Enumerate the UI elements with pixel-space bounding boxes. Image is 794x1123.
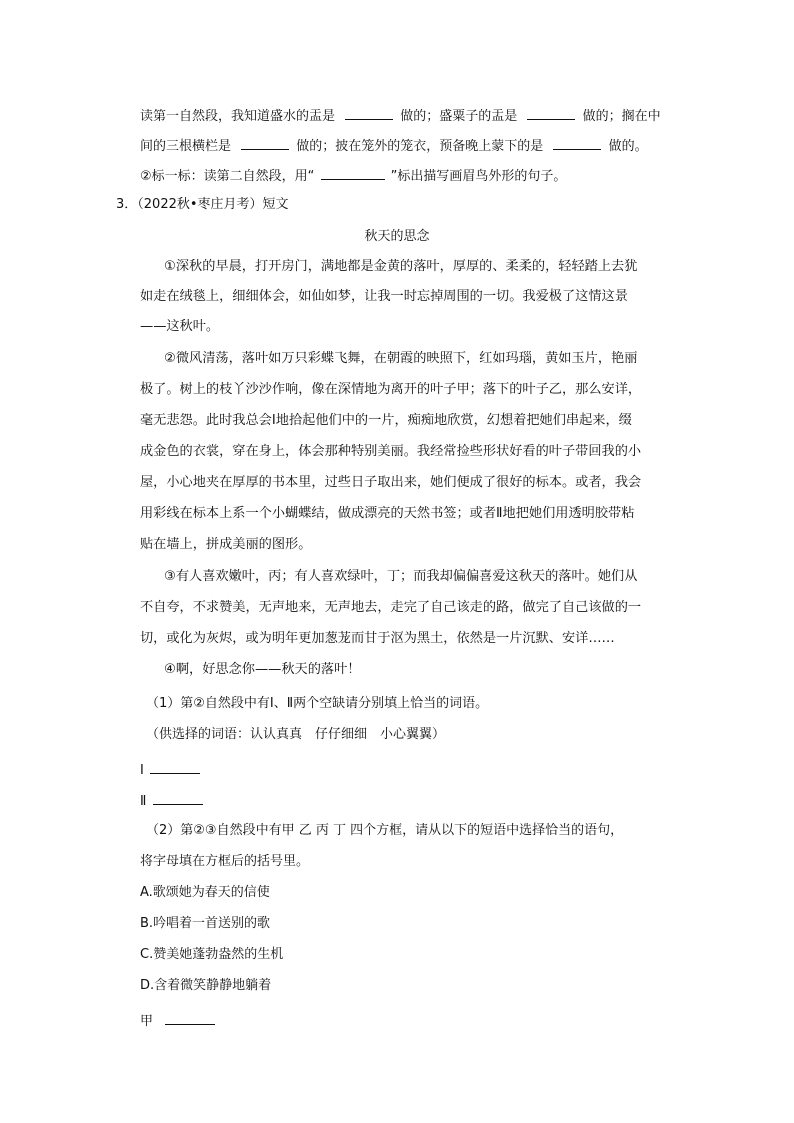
answer-blank[interactable]	[345, 106, 393, 120]
sub-question: 将字母填在方框后的括号里。	[140, 854, 310, 869]
text-line	[140, 136, 648, 156]
answer-line	[140, 1011, 215, 1031]
answer-blank[interactable]	[553, 136, 601, 150]
option-b: B.吟唱着一首送别的歌	[140, 916, 271, 931]
passage-title: 秋天的思念	[364, 229, 430, 244]
text-fragment: ”标出描写画眉鸟外形的句子。	[390, 169, 567, 184]
text-fragment: 做的。	[608, 139, 648, 154]
option-a: A.歌颂她为春天的信使	[140, 885, 270, 900]
option-c: C.赞美她蓬勃盎然的生机	[140, 947, 284, 962]
paragraph-line: 如走在绒毯上，细细体会，如仙如梦，让我一时忘掉周围的一切。我爱极了这情这景	[140, 289, 628, 304]
answer-blank[interactable]	[241, 136, 289, 150]
answer-line	[140, 760, 200, 780]
option-d: D.含着微笑静静地躺着	[140, 978, 272, 993]
paragraph-line: 切，或化为灰烬，或为明年更加葱茏而甘于沤为黑土，依然是一片沉默、安详……	[140, 631, 615, 646]
answer-blank[interactable]	[150, 760, 200, 774]
sub-question: （1）第②自然段中有Ⅰ、Ⅱ两个空缺请分别填上恰当的词语。	[146, 696, 489, 711]
text-line	[140, 166, 566, 186]
text-line	[140, 106, 661, 126]
paragraph-line: 不自夸，不求赞美，无声地来，无声地去，走完了自己该走的路，做完了自己该做的一	[140, 600, 642, 615]
paragraph-line: ——这秋叶。	[140, 319, 220, 334]
paragraph-line: ①深秋的早晨，打开房门，满地都是金黄的落叶，厚厚的、柔柔的，轻轻踏上去犹	[164, 259, 638, 274]
answer-blank[interactable]	[165, 1011, 215, 1025]
question-header: 3．（2022秋•枣庄月考）短文	[116, 197, 289, 212]
answer-line	[140, 791, 203, 811]
answer-label: 甲	[140, 1014, 154, 1029]
paragraph-line: ④啊，好思念你——秋天的落叶！	[164, 662, 361, 677]
answer-blank[interactable]	[153, 791, 203, 805]
paragraph-line: 屋，小心地夹在厚厚的书本里，过些日子取出来，她们便成了很好的标本。或者，我会	[140, 475, 642, 490]
paragraph-line: 用彩线在标本上系一个小蝴蝶结，做成漂亮的天然书签；或者Ⅱ地把她们用透明胶带粘	[140, 506, 635, 521]
paragraph-line: 贴在墙上，拼成美丽的图形。	[140, 537, 312, 552]
paragraph-line: 成金色的衣裳，穿在身上，体会那种特别美丽。我经常捡些形状好看的叶子带回我的小	[140, 444, 642, 459]
text-fragment: 读第一自然段，我知道盛水的盂是	[140, 109, 336, 124]
paragraph-line: 毫无悲怨。此时我总会Ⅰ地拾起他们中的一片，痴痴地欣赏，幻想着把她们串起来，缀	[140, 413, 632, 428]
sub-question: （2）第②③自然段中有甲 乙 丙 丁 四个方框，请从以下的短语中选择恰当的语句，	[146, 823, 624, 838]
answer-label: Ⅱ	[140, 794, 147, 809]
text-fragment: 做的；搁在中	[582, 109, 661, 124]
paragraph-line: ②微风清荡，落叶如万只彩蝶飞舞，在朝霞的映照下，红如玛瑙，黄如玉片，艳丽	[164, 351, 638, 366]
text-fragment: 间的三根横栏是	[140, 139, 232, 154]
text-fragment: 做的；披在笼外的笼衣，预备晚上蒙下的是	[296, 139, 544, 154]
paragraph-line: 极了。树上的枝丫沙沙作响，像在深情地为离开的叶子甲；落下的叶子乙，那么安详，	[140, 382, 642, 397]
answer-blank[interactable]	[321, 166, 385, 180]
text-fragment: 做的；盛粟子的盂是	[400, 109, 518, 124]
paragraph-line: ③有人喜欢嫩叶，丙；有人喜欢绿叶，丁；而我却偏偏喜爱这秋天的落叶。她们从	[164, 569, 638, 584]
word-options: （供选择的词语：认认真真 仔仔细细 小心翼翼）	[146, 727, 446, 742]
text-fragment: ②标一标：读第二自然段，用“	[140, 169, 315, 184]
answer-blank[interactable]	[527, 106, 575, 120]
answer-label: Ⅰ	[140, 763, 144, 778]
